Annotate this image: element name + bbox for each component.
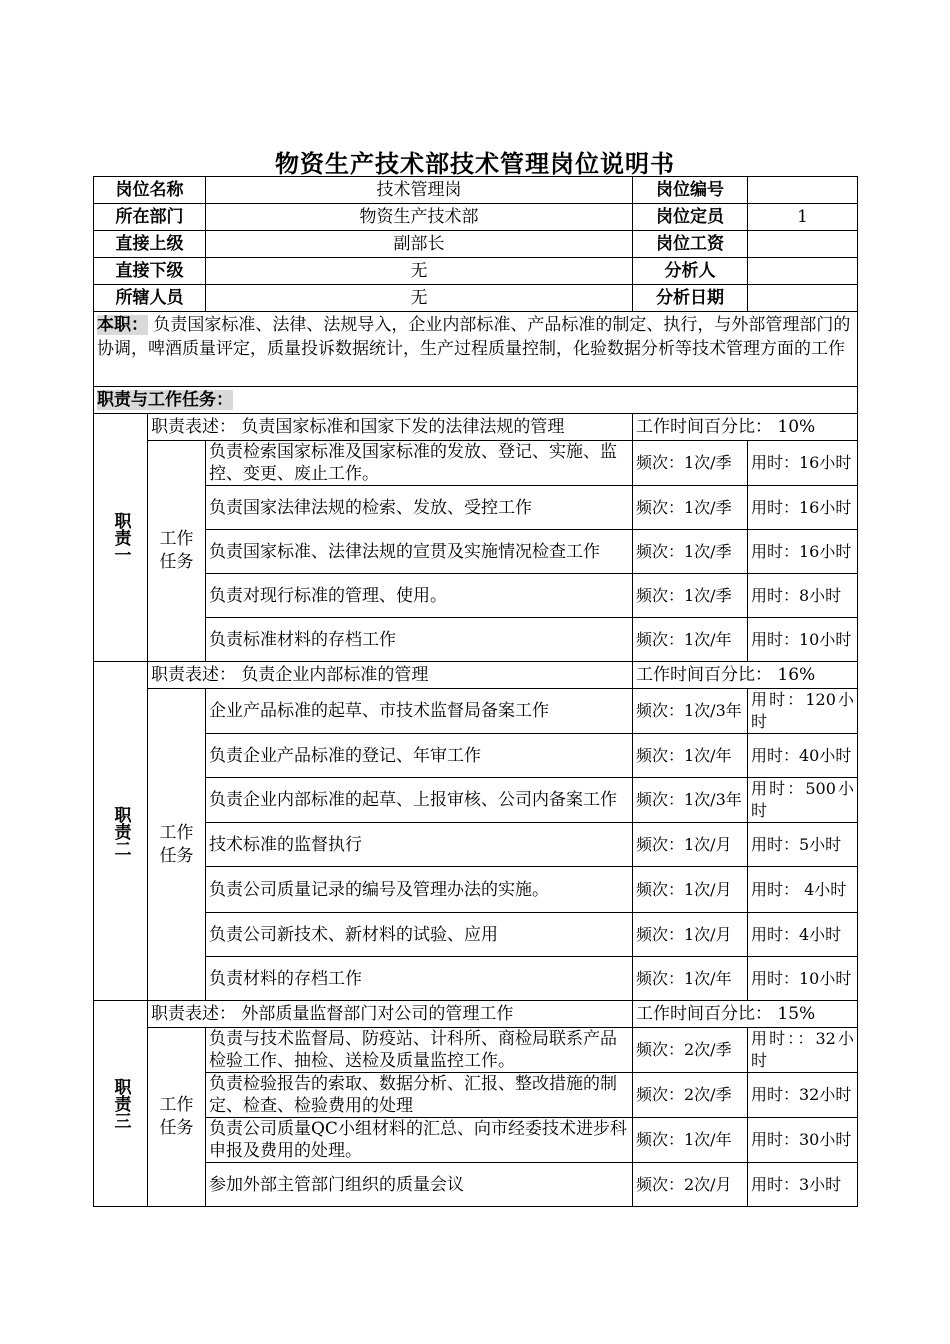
responsibility-statement-row [94,414,858,441]
task-time: 用时：30小时 [748,1118,858,1163]
task-description: 负责对现行标准的管理、使用。 [206,574,633,618]
task-time: 用时：16小时 [748,486,858,530]
job-summary-label: 本职： [97,315,148,335]
task-description: 负责标准材料的存档工作 [206,618,633,662]
task-group-label: 工作任务 [148,441,206,662]
task-frequency: 频次：1次/季 [633,486,748,530]
task-row [94,441,858,486]
task-time: 用时： 4小时 [748,867,858,913]
task-description: 负责与技术监督局、防疫站、计科所、商检局联系产品检验工作、抽检、送检及质量监控工作。 [206,1028,633,1073]
analyst-label: 分析人 [633,258,748,285]
task-frequency: 频次：1次/季 [633,441,748,486]
task-frequency: 频次：1次/年 [633,618,748,662]
responsibility-label: 职责二 [94,662,148,1001]
task-time: 用时：：32小时 [748,1028,858,1073]
task-time: 用时：40小时 [748,734,858,778]
task-description: 负责国家法律法规的检索、发放、受控工作 [206,486,633,530]
responsibility-label: 职责三 [94,1001,148,1207]
responsibility-statement: 职责表述： 负责国家标准和国家下发的法律法规的管理 [148,414,633,441]
task-time: 用时：5小时 [748,823,858,867]
task-row [94,778,858,823]
task-time: 用时：500小时 [748,778,858,823]
task-frequency: 频次：1次/月 [633,867,748,913]
task-row [94,689,858,734]
task-description: 参加外部主管部门组织的质量会议 [206,1163,633,1207]
analysis-date-label: 分析日期 [633,285,748,312]
task-description: 负责公司质量QC小组材料的汇总、向市经委技术进步科申报及费用的处理。 [206,1118,633,1163]
analysis-date-value [748,285,858,312]
department-value: 物资生产技术部 [206,204,633,231]
task-description: 负责企业产品标准的登记、年审工作 [206,734,633,778]
task-row [94,823,858,867]
task-frequency: 频次：2次/季 [633,1073,748,1118]
task-row [94,1118,858,1163]
task-description: 负责企业内部标准的起草、上报审核、公司内备案工作 [206,778,633,823]
task-description: 负责公司新技术、新材料的试验、应用 [206,913,633,957]
task-time: 用时：32小时 [748,1073,858,1118]
job-summary-text: 负责国家标准、法律、法规导入，企业内部标准、产品标准的制定、执行，与外部管理部门的协调，啤酒质量评定，质量投诉数据统计，生产过程质量控制，化验数据分析等技术管理方面的工作 [97,315,851,359]
page-title: 物资生产技术部技术管理岗位说明书 [275,149,675,178]
department-label: 所在部门 [94,204,206,231]
task-time: 用时：8小时 [748,574,858,618]
task-row [94,486,858,530]
task-group-label: 工作任务 [148,689,206,1001]
task-row [94,913,858,957]
task-time: 用时：120小时 [748,689,858,734]
responsibility-statement-row [94,1001,858,1028]
task-row [94,1073,858,1118]
task-time: 用时：10小时 [748,618,858,662]
task-frequency: 频次：1次/季 [633,574,748,618]
time-percent: 工作时间百分比： 10% [633,414,858,441]
task-description: 负责检索国家标准及国家标准的发放、登记、实施、监控、变更、废止工作。 [206,441,633,486]
subordinate-value: 无 [206,258,633,285]
task-row [94,1163,858,1207]
position-code-label: 岗位编号 [633,177,748,204]
task-frequency: 频次：1次/年 [633,957,748,1001]
task-description: 负责公司质量记录的编号及管理办法的实施。 [206,867,633,913]
task-time: 用时：16小时 [748,441,858,486]
task-frequency: 频次：2次/季 [633,1028,748,1073]
staff-label: 所辖人员 [94,285,206,312]
task-description: 负责国家标准、法律法规的宣贯及实施情况检查工作 [206,530,633,574]
task-row [94,734,858,778]
task-frequency: 频次：1次/月 [633,823,748,867]
task-frequency: 频次：1次/年 [633,1118,748,1163]
responsibility-statement: 职责表述： 负责企业内部标准的管理 [148,662,633,689]
task-frequency: 频次：1次/3年 [633,778,748,823]
task-row [94,530,858,574]
job-description-table [93,176,858,1207]
task-row [94,618,858,662]
headcount-value: 1 [748,204,858,231]
salary-value [748,231,858,258]
position-code-value [748,177,858,204]
time-percent: 工作时间百分比： 16% [633,662,858,689]
time-percent: 工作时间百分比： 15% [633,1001,858,1028]
task-frequency: 频次：1次/季 [633,530,748,574]
task-row [94,574,858,618]
task-frequency: 频次：2次/月 [633,1163,748,1207]
task-time: 用时：3小时 [748,1163,858,1207]
responsibility-label: 职责一 [94,414,148,662]
duties-header: 职责与工作任务： [94,387,858,414]
task-description: 技术标准的监督执行 [206,823,633,867]
task-row [94,957,858,1001]
staff-value: 无 [206,285,633,312]
task-time: 用时：4小时 [748,913,858,957]
task-description: 企业产品标准的起草、市技术监督局备案工作 [206,689,633,734]
responsibility-statement-row [94,662,858,689]
superior-value: 副部长 [206,231,633,258]
responsibility-statement: 职责表述： 外部质量监督部门对公司的管理工作 [148,1001,633,1028]
task-time: 用时：16小时 [748,530,858,574]
job-summary [94,312,858,387]
task-group-label: 工作任务 [148,1028,206,1207]
task-row [94,867,858,913]
superior-label: 直接上级 [94,231,206,258]
task-row [94,1028,858,1073]
subordinate-label: 直接下级 [94,258,206,285]
salary-label: 岗位工资 [633,231,748,258]
task-frequency: 频次：1次/3年 [633,689,748,734]
position-name-label: 岗位名称 [94,177,206,204]
task-frequency: 频次：1次/年 [633,734,748,778]
task-frequency: 频次：1次/月 [633,913,748,957]
position-name-value: 技术管理岗 [206,177,633,204]
task-time: 用时：10小时 [748,957,858,1001]
headcount-label: 岗位定员 [633,204,748,231]
task-description: 负责检验报告的索取、数据分析、汇报、整改措施的制定、检查、检验费用的处理 [206,1073,633,1118]
task-description: 负责材料的存档工作 [206,957,633,1001]
analyst-value [748,258,858,285]
